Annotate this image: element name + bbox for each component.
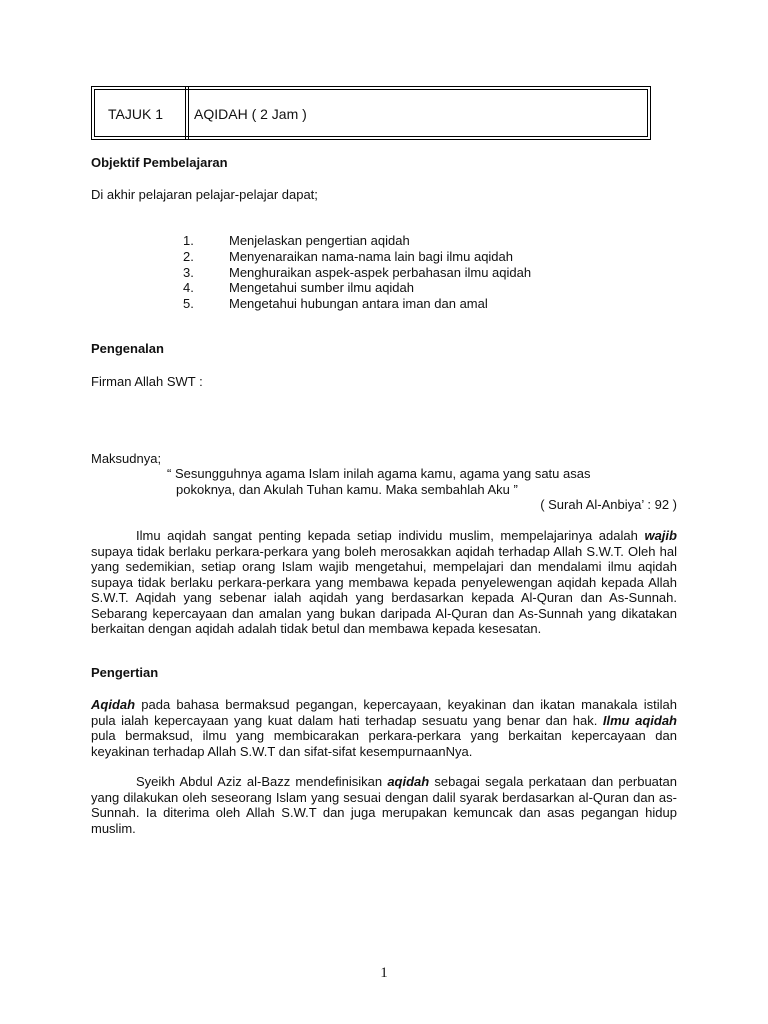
para-lead: Syeikh Abdul Aziz al-Bazz mendefinisikan	[136, 774, 383, 789]
maksudnya-label: Maksudnya;	[91, 451, 162, 466]
para-lead: Ilmu aqidah sangat penting kepada setiap individu muslim, mempelajarinya adalah	[136, 528, 638, 543]
list-item-text: Menghuraikan aspek-aspek perbahasan ilmu aqidah	[229, 265, 532, 280]
topic-title: AQIDAH ( 2 Jam )	[194, 106, 307, 122]
objektif-intro: Di akhir pelajaran pelajar-pelajar dapat;	[91, 187, 318, 202]
term-aqidah: Aqidah	[91, 697, 136, 712]
pengertian-paragraph-1	[91, 697, 677, 759]
definition-ilmu: pula bermaksud, ilmu yang membicarakan perkara-perkara yang berkaitan kepercayaan dan keyakinan terhadap Allah S.W.T dan sifat-sifat kesempurnaanNya.	[91, 728, 677, 759]
topic-header-table	[91, 86, 651, 140]
quote-source: ( Surah Al-Anbiya’ : 92 )	[540, 497, 677, 512]
list-item-number: 4.	[183, 280, 194, 295]
topic-header-inner	[94, 89, 648, 137]
header-divider	[185, 87, 189, 139]
quote-line-2: pokoknya, dan Akulah Tuhan kamu. Maka sembahlah Aku ”	[176, 482, 518, 497]
objektif-heading: Objektif Pembelajaran	[91, 155, 228, 170]
para-rest: supaya tidak berlaku perkara-perkara yang boleh merosakkan aqidah terhadap Allah S.W.T. Oleh hal yang sedemikian, setiap orang Islam wajib mengetahui, mempelajari dan mendalami ilmu aqidah supaya tidak berlaku perkara-perkara yang membawa kepada penyelewengan aqidah kepada Allah S.W.T. Aqidah yang sebenar ialah aqidah yang berdasarkan kepada Al-Quran dan As-Sunnah. Sebarang kepercayaan dan amalan yang bukan daripada Al-Quran dan As-Sunnah yang dikatakan berkaitan dengan aqidah adalah tidak betul dan membawa kepada kesesatan.	[91, 543, 677, 636]
topic-number: TAJUK 1	[108, 106, 163, 122]
term-aqidah: aqidah	[387, 774, 430, 789]
term-ilmu-aqidah: Ilmu aqidah	[602, 712, 677, 728]
page-number: 1	[380, 965, 388, 981]
list-item-text: Menjelaskan pengertian aqidah	[229, 233, 410, 248]
pengertian-paragraph-2	[91, 774, 677, 836]
list-item-number: 5.	[183, 296, 194, 311]
definition-bahasa: pada bahasa bermaksud pegangan, kepercayaan, keyakinan dan ikatan manakala istilah pula ialah kepercayaan yang kuat dalam hati terhadap sesuatu yang benar dan hak.	[91, 697, 677, 728]
list-item-text: Mengetahui sumber ilmu aqidah	[229, 280, 414, 295]
para-rest: sebagai segala perkataan dan perbuatan yang dilakukan oleh seseorang Islam yang sesuai dengan dalil syarak berdasarkan al-Quran dan as-Sunnah. Ia diterima oleh Allah S.W.T dan juga merupakan kemuncak dan asas pegangan hidup muslim.	[91, 774, 677, 836]
list-item-text: Mengetahui hubungan antara iman dan amal	[229, 296, 488, 311]
pengenalan-paragraph	[91, 528, 677, 637]
list-item-text: Menyenaraikan nama-nama lain bagi ilmu aqidah	[229, 249, 514, 264]
list-item-number: 1.	[183, 233, 194, 248]
pengenalan-heading: Pengenalan	[91, 341, 164, 356]
pengertian-heading: Pengertian	[91, 665, 159, 680]
term-wajib: wajib	[644, 528, 677, 543]
quote-line-1: “ Sesungguhnya agama Islam inilah agama kamu, agama yang satu asas	[167, 466, 591, 481]
firman-label: Firman Allah SWT :	[91, 374, 203, 389]
list-item-number: 3.	[183, 265, 194, 280]
list-item-number: 2.	[183, 249, 194, 264]
